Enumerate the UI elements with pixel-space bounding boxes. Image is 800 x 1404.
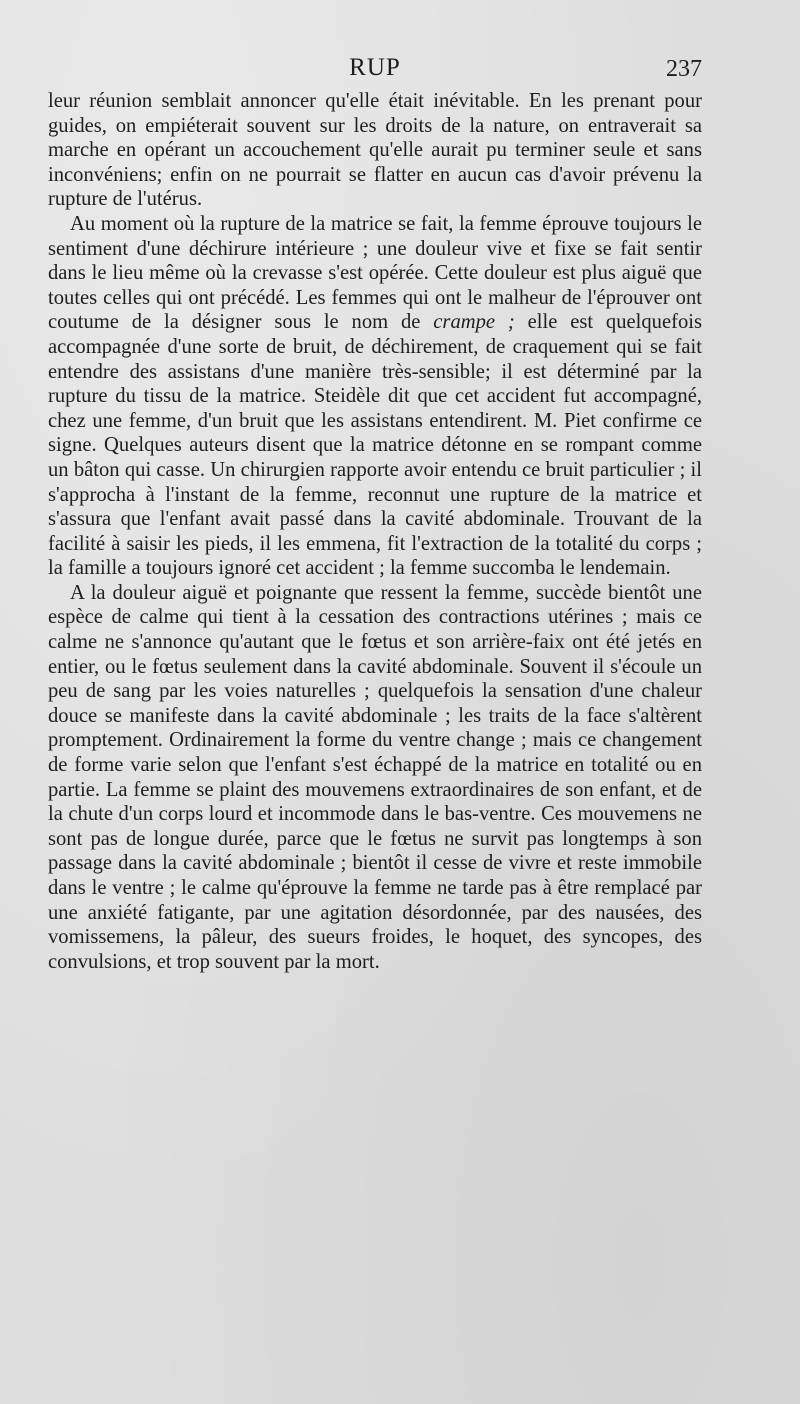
paragraph-continuation: leur réunion semblait annoncer qu'elle était inévitable. En les prenant pour guides, on empiéterait souvent sur les droits de la nature, on entraverait sa marche en opérant un accouchement qu'elle aurait pu terminer seule et sans inconvéniens; enfin on ne pourrait se flatter en aucun cas d'avoir prévenu la rupture de l'utérus. (48, 90, 702, 211)
page-number: 237 (666, 56, 702, 82)
italic-term: crampe ; (433, 311, 515, 334)
paragraph-rupture-symptoms (48, 212, 702, 581)
running-head: RUP (349, 54, 401, 81)
paragraph-text: Au moment où la rupture de la matrice se fait, la femme éprouve toujours le sentiment d'une déchirure intérieure ; une douleur vive et fixe se fait sentir dans le lieu même où la crevasse s'est opérée. Cette douleur est plus aiguë que toutes celles qui ont précédé. Les femmes qui ont le malheur de l'éprouver ont coutume de la désigner sous le nom de (48, 212, 702, 334)
paragraph-text: elle est quelquefois accompagnée d'une sorte de bruit, de déchirement, de craquement qui se fait entendre des assistans d'une manière très-sensible; il est déterminé par la rupture du tissu de la matrice. Steidèle dit que cet accident fut accompagné, chez une femme, d'un bruit que les assistans entendirent. M. Piet confirme ce signe. Quelques auteurs disent que la matrice détonne en se rompant comme un bâton qui casse. Un chirurgien rapporte avoir entendu ce bruit particulier ; il s'approcha à l'instant de la femme, reconnut une rupture de la matrice et s'assura que l'enfant avait passé dans la cavité abdominale. Trouvant de la facilité à saisir les pieds, il les emmena, fit l'extraction de la totalité du corps ; la famille a toujours ignoré cet accident ; la femme succomba le lendemain. (48, 311, 702, 580)
body-text (48, 89, 702, 974)
page-header (48, 54, 702, 88)
paragraph-calm-phase: A la douleur aiguë et poignante que ressent la femme, succède bientôt une espèce de calme qui tient à la cessation des contractions utérines ; mais ce calme ne s'annonce qu'autant que le fœtus et son arrière-faix ont été jetés en entier, ou le fœtus seulement dans la cavité abdominale. Souvent il s'écoule un peu de sang par les voies naturelles ; quelquefois la sensation d'une chaleur douce se manifeste dans la cavité abdominale ; les traits de la face s'altèrent promptement. Ordinairement la forme du ventre change ; mais ce changement de forme varie selon que l'enfant s'est échappé de la matrice en totalité ou en partie. La femme se plaint des mouvemens extraordinaires de son enfant, et de la chute d'un corps lourd et incommode dans le bas-ventre. Ces mouvemens ne sont pas de longue durée, parce que le fœtus ne survit pas longtemps à son passage dans la cavité abdominale ; bientôt il cesse de vivre et reste immobile dans le ventre ; le calme qu'éprouve la femme ne tarde pas à être remplacé par une anxiété fatigante, par une agitation désordonnée, par des nausées, des vomissemens, la pâleur, des sueurs froides, le hoquet, des syncopes, des convulsions, et trop souvent par la mort. (48, 581, 702, 973)
